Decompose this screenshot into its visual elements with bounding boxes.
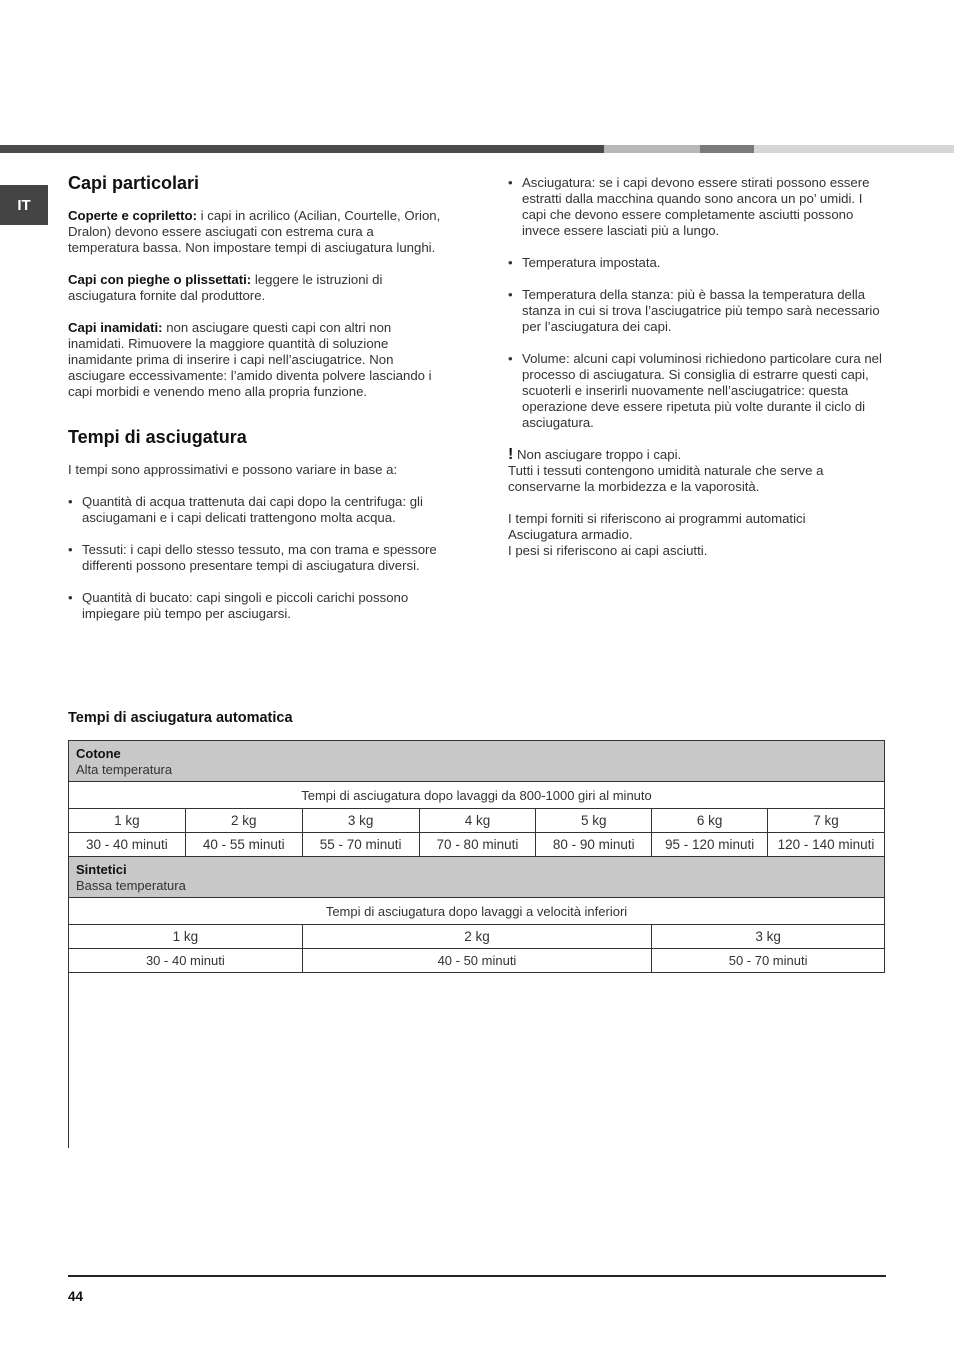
list-item: • Quantità di acqua trattenuta dai capi dopo la centrifuga: gli asciugamani e i capi delicati trattengono molta acqua. xyxy=(68,494,423,525)
category-header-sintetici xyxy=(69,857,885,898)
time-cell: 30 - 40 minuti xyxy=(69,949,303,973)
language-label: IT xyxy=(17,196,31,214)
list-item-text: Quantità di acqua trattenuta dai capi dopo la centrifuga: gli asciugamani e i capi delicati trattengono molta acqua. xyxy=(82,494,423,525)
time-cell: 40 - 55 minuti xyxy=(185,833,302,857)
load-cell: 1 kg xyxy=(69,925,303,949)
term-pieghe: Capi con pieghe o plissettati: xyxy=(68,272,252,287)
load-cell: 7 kg xyxy=(768,809,885,833)
header-bar-pale xyxy=(754,145,954,153)
list-item: • Asciugatura: se i capi devono essere stirati possono essere estratti dalla macchina quando sono ancora un po’ umidi. I capi che devono essere completamente asciutti possono invece essere lasciati più a lungo. xyxy=(508,175,870,238)
text-coperte: i capi in acrilico (Acilian, Courtelle, Orion, Dralon) devono essere asciugati con estrema cura a temperatura bassa. Non impostare tempi di asciugatura lunghi. xyxy=(68,208,441,255)
list-item-text: Tessuti: i capi dello stesso tessuto, ma con trama e spessore differenti possono presentare tempi di asciugatura diversi. xyxy=(82,542,437,573)
header-bar-mid xyxy=(700,145,754,153)
load-cell: 6 kg xyxy=(652,809,768,833)
load-cell: 3 kg xyxy=(652,925,885,949)
warning-paragraph xyxy=(508,447,888,495)
reference-line-2: Asciugatura armadio. xyxy=(508,527,633,542)
list-item: • Temperatura impostata. xyxy=(508,255,661,270)
time-cell: 30 - 40 minuti xyxy=(69,833,186,857)
table-row xyxy=(69,857,885,898)
reference-note xyxy=(508,511,888,559)
table-title: Tempi di asciugatura automatica xyxy=(68,710,293,726)
table-note: Tempi di asciugatura dopo lavaggi da 800-1000 giri al minuto xyxy=(69,782,885,809)
load-cell: 1 kg xyxy=(69,809,186,833)
intro-text: I tempi sono approssimativi e possono variare in base a: xyxy=(68,462,398,477)
factors-list-left xyxy=(68,494,448,622)
time-cell: 55 - 70 minuti xyxy=(302,833,419,857)
reference-line-1: I tempi forniti si riferiscono ai programmi automatici xyxy=(508,511,806,526)
category-temperature: Alta temperatura xyxy=(76,762,173,777)
right-column xyxy=(508,175,888,575)
warning-icon: ! xyxy=(508,446,514,463)
text-pieghe: leggere le istruzioni di asciugatura fornite dal produttore. xyxy=(68,272,383,303)
time-cell: 70 - 80 minuti xyxy=(419,833,536,857)
list-item-text: Quantità di bucato: capi singoli e piccoli carichi possono impiegare più tempo per asciugarsi. xyxy=(82,590,409,621)
table-row xyxy=(69,925,885,949)
load-cell: 4 kg xyxy=(419,809,536,833)
load-cell: 3 kg xyxy=(302,809,419,833)
list-item: • Quantità di bucato: capi singoli e piccoli carichi possono impiegare più tempo per asciugarsi. xyxy=(68,590,409,621)
paragraph-pieghe xyxy=(68,272,448,304)
section-title-tempi: Tempi di asciugatura xyxy=(68,427,247,447)
header-bar-light xyxy=(604,145,700,153)
header-bar-dark xyxy=(0,145,604,153)
list-item-text: Temperatura della stanza: più è bassa la temperatura della stanza in cui si trova l’asciugatrice più tempo sarà necessario per l’asciugatura dei capi. xyxy=(522,287,880,334)
time-cell: 95 - 120 minuti xyxy=(652,833,768,857)
category-temperature: Bassa temperatura xyxy=(76,878,186,893)
table-row xyxy=(69,809,885,833)
table-note: Tempi di asciugatura dopo lavaggi a velocità inferiori xyxy=(69,898,885,925)
table-left-border-extension xyxy=(68,971,69,1148)
list-item: • Temperatura della stanza: più è bassa la temperatura della stanza in cui si trova l’asciugatrice più tempo sarà necessario per l’asciugatura dei capi. xyxy=(508,287,880,334)
factors-list-right xyxy=(508,175,888,431)
term-inamidati: Capi inamidati: xyxy=(68,320,163,335)
category-name: Sintetici xyxy=(76,862,127,877)
table-row xyxy=(69,833,885,857)
paragraph-inamidati xyxy=(68,320,448,400)
load-cell: 2 kg xyxy=(185,809,302,833)
list-item-text: Volume: alcuni capi voluminosi richiedono particolare cura nel processo di asciugatura. Si consiglia di estrarre questi capi, scuoterli e inserirli nuovamente nell’asciugatrice: questa operazione deve essere ripetuta più volte durante il ciclo di asciugatura. xyxy=(522,351,882,430)
footer-divider xyxy=(68,1275,886,1277)
time-cell: 80 - 90 minuti xyxy=(536,833,652,857)
time-cell: 40 - 50 minuti xyxy=(302,949,652,973)
table-row xyxy=(69,949,885,973)
list-item: • Volume: alcuni capi voluminosi richiedono particolare cura nel processo di asciugatura. Si consiglia di estrarre questi capi, scuoterli e inserirli nuovamente nell’asciugatrice: questa operazione deve essere ripetuta più volte durante il ciclo di asciugatura. xyxy=(508,351,882,430)
left-column xyxy=(68,172,448,638)
load-cell: 2 kg xyxy=(302,925,652,949)
load-cell: 5 kg xyxy=(536,809,652,833)
paragraph-coperte xyxy=(68,208,448,256)
time-cell: 50 - 70 minuti xyxy=(652,949,885,973)
table-row xyxy=(69,898,885,925)
reference-line-3: I pesi si riferiscono ai capi asciutti. xyxy=(508,543,708,558)
drying-times-table xyxy=(68,740,885,973)
warning-text: Tutti i tessuti contengono umidità naturale che serve a conservarne la morbidezza e la vaporosità. xyxy=(508,463,824,494)
list-item-text: Asciugatura: se i capi devono essere stirati possono essere estratti dalla macchina quando sono ancora un po’ umidi. I capi che devono essere completamente asciutti possono invece essere lasciati più a lungo. xyxy=(522,175,870,238)
page-number: 44 xyxy=(68,1289,84,1304)
table-row xyxy=(69,741,885,782)
list-item-text: Temperatura impostata. xyxy=(522,255,661,270)
text-inamidati: non asciugare questi capi con altri non inamidati. Rimuovere la maggiore quantità di soluzione inamidante prima di inserire i capi nell’asciugatrice. Non asciugare eccessivamente: l’amido diventa polvere lasciando i capi morbidi e venendo meno alla propria funzione. xyxy=(68,320,432,399)
term-coperte: Coperte e copriletto: xyxy=(68,208,197,223)
category-header-cotone xyxy=(69,741,885,782)
section-title-capi-particolari: Capi particolari xyxy=(68,173,200,193)
time-cell: 120 - 140 minuti xyxy=(768,833,885,857)
table-row xyxy=(69,782,885,809)
warning-line: Non asciugare troppo i capi. xyxy=(513,447,682,462)
language-tab xyxy=(0,185,48,225)
category-name: Cotone xyxy=(76,746,121,761)
list-item: • Tessuti: i capi dello stesso tessuto, ma con trama e spessore differenti possono presentare tempi di asciugatura diversi. xyxy=(68,542,437,573)
